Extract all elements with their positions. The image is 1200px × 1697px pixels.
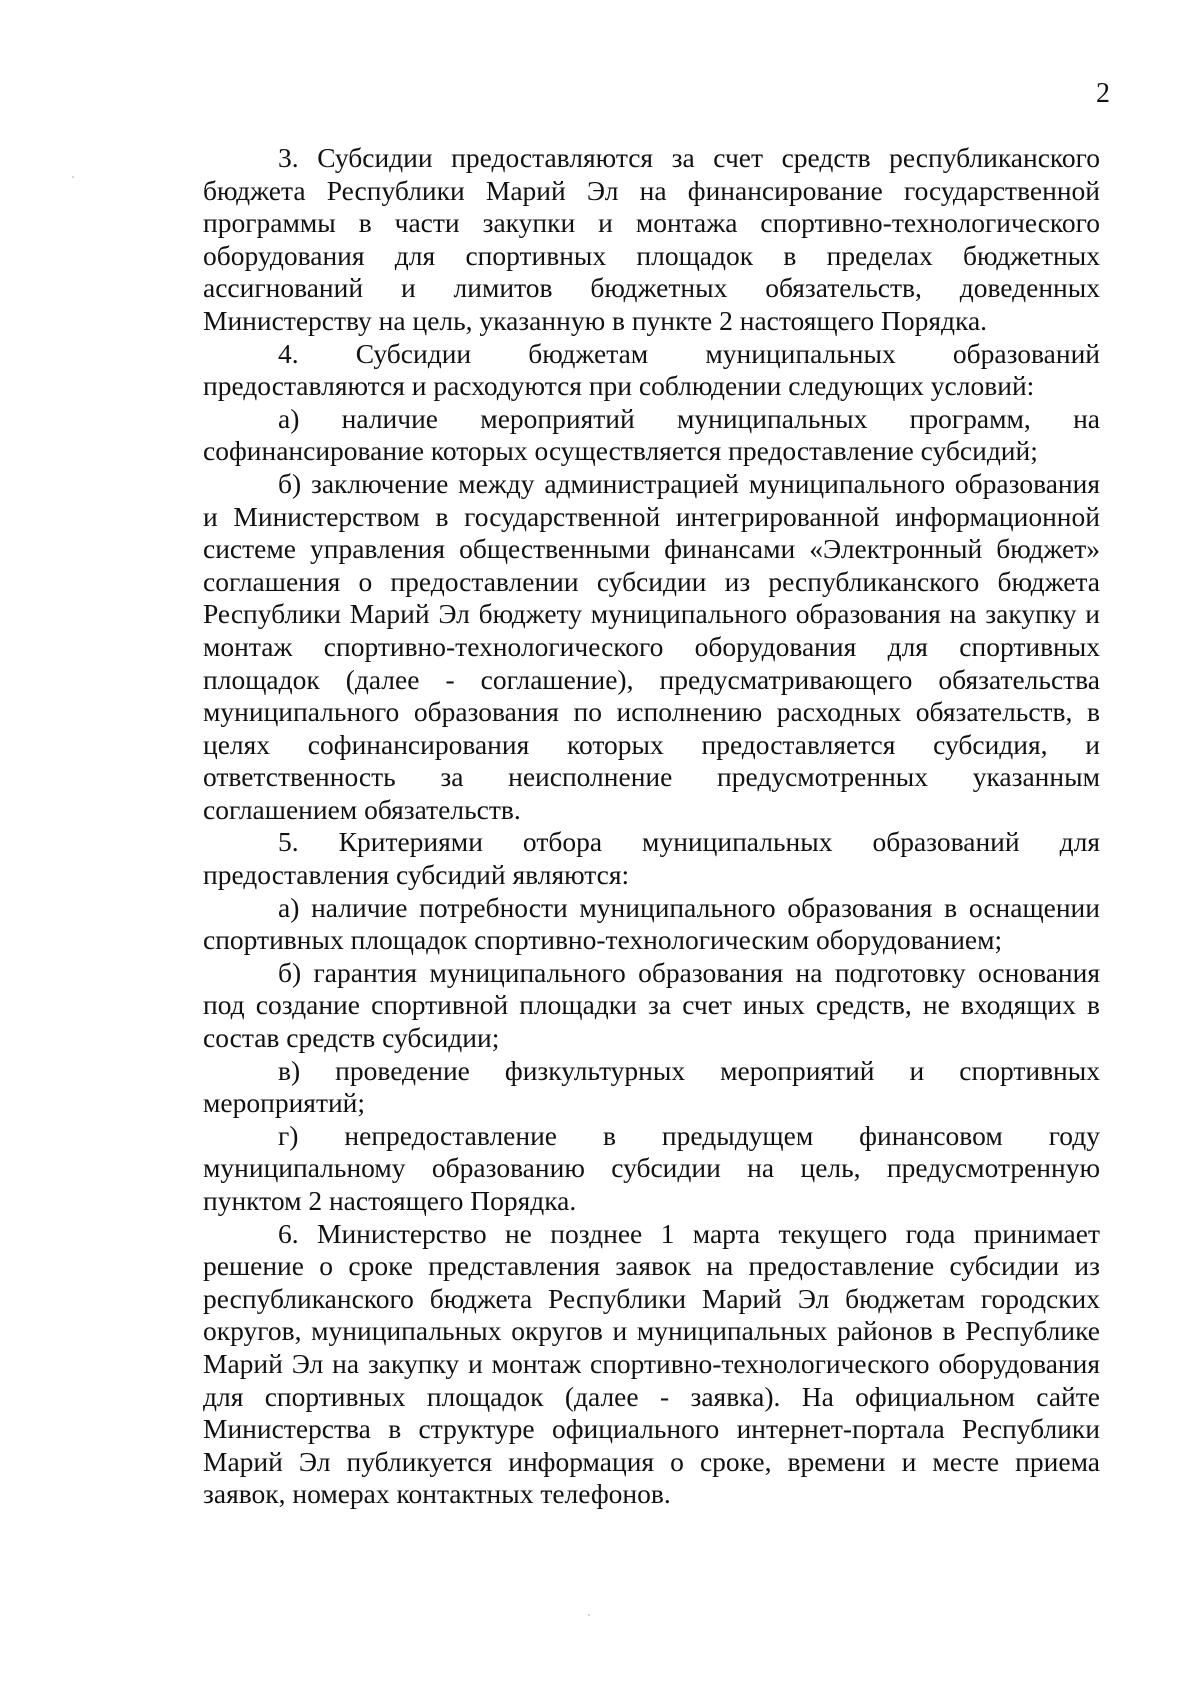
- paragraph-5c: в) проведение физкультурных мероприятий и спортивных мероприятий;: [203, 1054, 1100, 1119]
- paragraph-5-criteria: 5. Критериями отбора муниципальных образований для предоставления субсидий являются:: [203, 826, 1100, 891]
- paragraph-5a: а) наличие потребности муниципального образования в оснащении спортивных площадок спортивно-технологическим оборудованием;: [203, 891, 1100, 956]
- paragraph-5b: б) гарантия муниципального образования на подготовку основания под создание спортивной площадки за счет иных средств, не входящих в состав средств субсидии;: [203, 956, 1100, 1054]
- page-number: 2: [1096, 78, 1110, 109]
- paragraph-5d: г) непредоставление в предыдущем финансовом году муниципальному образованию субсидии на цель, предусмотренную пунктом 2 настоящего Порядка.: [203, 1119, 1100, 1216]
- paragraph-6-applications: 6. Министерство не позднее 1 марта текущего года принимает решение о сроке представления заявок на предоставление субсидии из республиканского бюджета Республики Марий Эл бюджетам городских округов, муниципальных округов и муниципальных районов в Республике Марий Эл на закупку и монтаж спортивно-технологического оборудования для спортивных площадок (далее - заявка). На официальном сайте Министерства в структуре официального интернет-портала Республики Марий Эл публикуется информация о сроке, времени и месте приема заявок, номерах контактных телефонов.: [203, 1217, 1100, 1510]
- paragraph-4-conditions: 4. Субсидии бюджетам муниципальных образований предоставляются и расходуются при соблюдении следующих условий:: [203, 337, 1100, 402]
- paragraph-3-funding-source: 3. Субсидии предоставляются за счет средств республиканского бюджета Республики Марий Эл на финансирование государственной программы в части закупки и монтажа спортивно-технологического оборудования для спортивных площадок в пределах бюджетных ассигнований и лимитов бюджетных обязательств, доведенных Министерству на цель, указанную в пункте 2 настоящего Порядка.: [203, 142, 1100, 336]
- scan-artifact: [588, 1614, 590, 1616]
- paragraph-4b: б) заключение между администрацией муниципального образования и Министерством в государственной интегрированной информационной системе управления общественными финансами «Электронный бюджет» соглашения о предоставлении субсидии из республиканского бюджета Республики Марий Эл бюджету муниципального образования на закупку и монтаж спортивно-технологического оборудования для спортивных площадок (далее - соглашение), предусматривающего обязательства муниципального образования по исполнению расходных обязательств, в целях софинансирования которых предоставляется субсидия, и ответственность за неисполнение предусмотренных указанным соглашением обязательств.: [203, 467, 1100, 825]
- paragraph-4a: а) наличие мероприятий муниципальных программ, на софинансирование которых осуществляется предоставление субсидий;: [203, 402, 1100, 467]
- scan-artifact: [72, 176, 74, 178]
- document-body: [203, 142, 1100, 1511]
